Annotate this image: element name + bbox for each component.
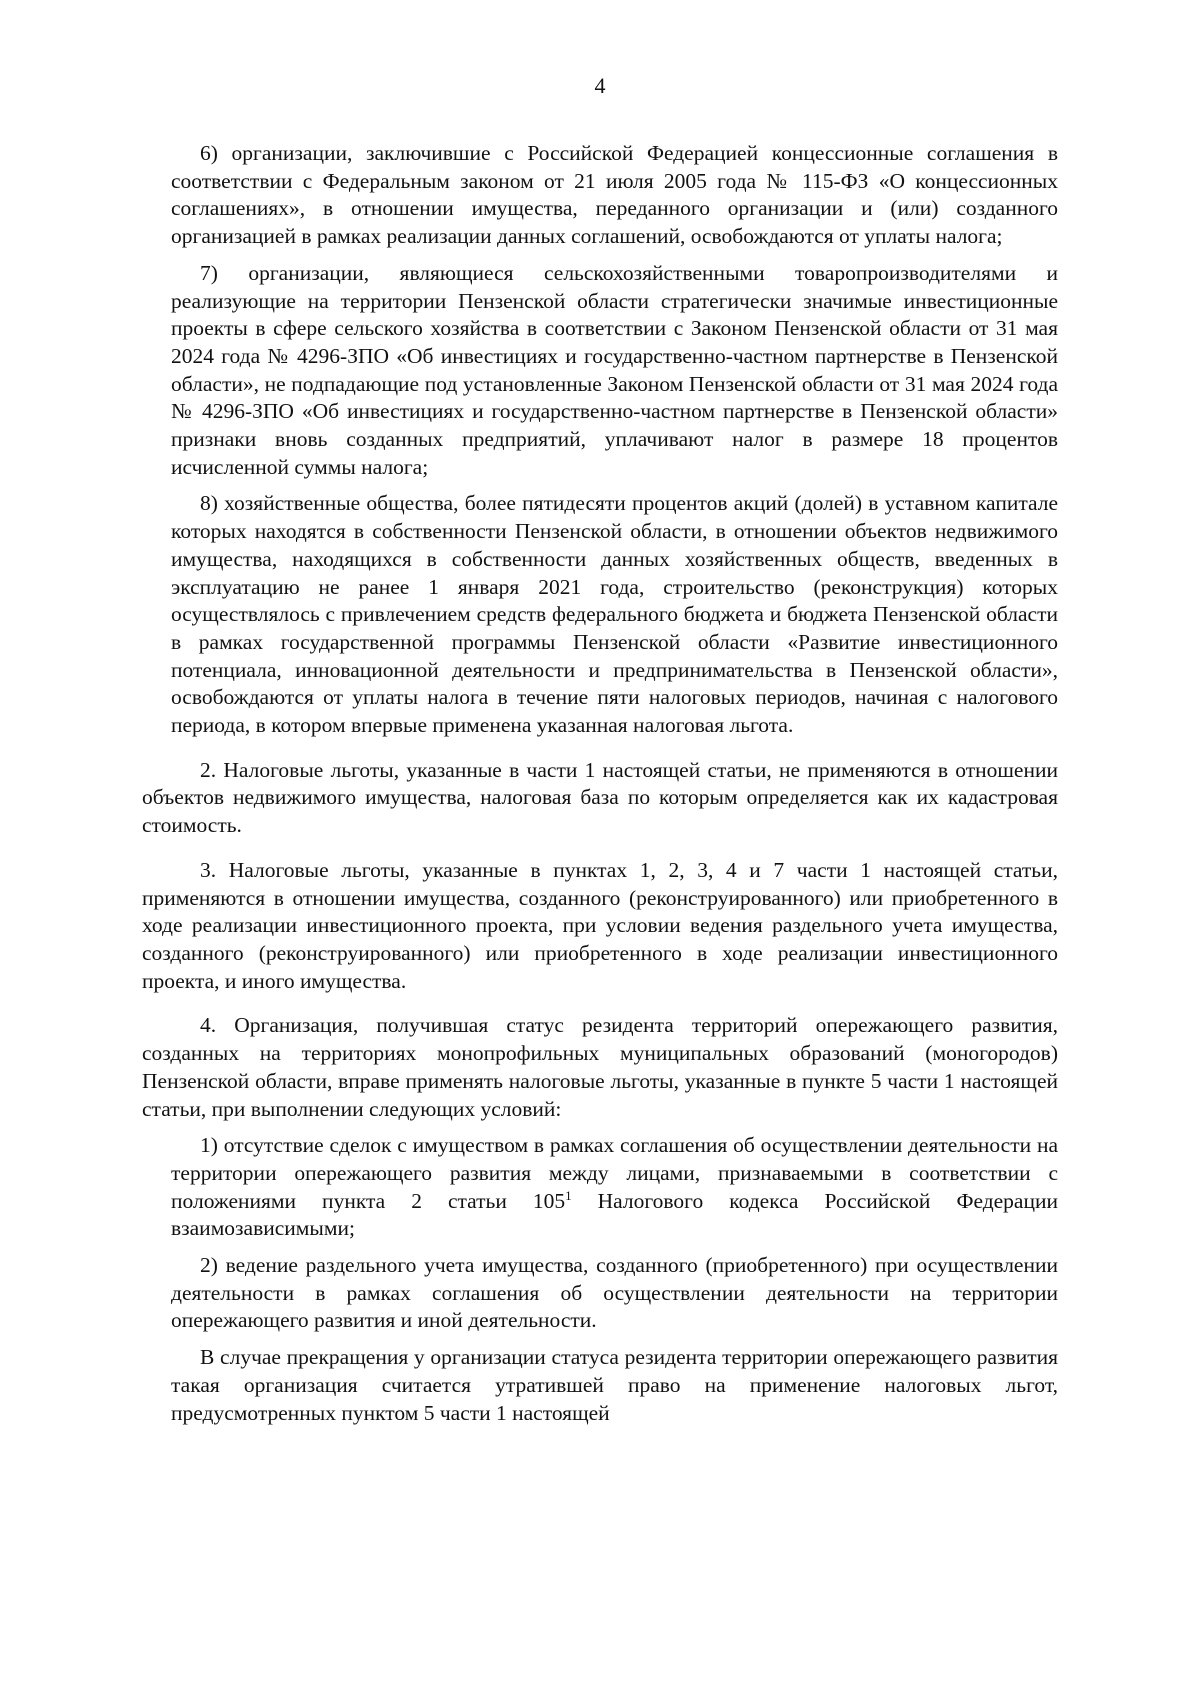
paragraph-item-8: 8) хозяйственные общества, более пятидесяти процентов акций (долей) в уставном капитале которых находятся в собственности Пензенской области, в отношении объектов недвижимого имущества, находящихся в собственности данных хозяйственных обществ, введенных в эксплуатацию не ранее 1 января 2021 года, строительство (реконструкция) которых осуществлялось с привлечением средств федерального бюджета и бюджета Пензенской области в рамках государственной программы Пензенской области «Развитие инвестиционного потенциала, инновационной деятельности и предпринимательства в Пензенской области», освобождаются от уплаты налога в течение пяти налоговых периодов, начиная с налогового периода, в котором впервые применена указанная налоговая льгота. — [171, 491, 1058, 738]
paragraph-item-7: 7) организации, являющиеся сельскохозяйственными товаропроизводителями и реализующие на территории Пензенской области стратегически значимые инвестиционные проекты в сфере сельского хозяйства в соответствии с Законом Пензенской области от 31 мая 2024 года № 4296-ЗПО «Об инвестициях и государственно-частном партнерстве в Пензенской области», не подпадающие под установленные Законом Пензенской области от 31 мая 2024 года № 4296-ЗПО «Об инвестициях и государственно-частном партнерстве в Пензенской области» признаки вновь созданных предприятий, уплачивают налог в размере 18 процентов исчисленной суммы налога; — [171, 260, 1058, 479]
paragraph-part-2: 2. Налоговые льготы, указанные в части 1 настоящей статьи, не применяются в отношении объектов недвижимого имущества, налоговая база по которым определяется как их кадастровая стоимость. — [142, 757, 1058, 838]
paragraph-part-3: 3. Налоговые льготы, указанные в пунктах 1, 2, 3, 4 и 7 части 1 настоящей статьи, применяются в отношении имущества, созданного (реконструированного) или приобретенного в ходе реализации инвестиционного проекта, при условии ведения раздельного учета имущества, созданного (реконструированного) или приобретенного в ходе реализации инвестиционного проекта, и иного имущества. — [142, 857, 1058, 993]
paragraph-part-4: 4. Организация, получившая статус резидента территорий опережающего развития, созданных на территориях монопрофильных муниципальных образований (моногородов) Пензенской области, вправе применять налоговые льготы, указанные в пункте 5 части 1 настоящей статьи, при выполнении следующих условий: — [142, 1013, 1058, 1121]
paragraph-termination: В случае прекращения у организации статуса резидента территории опережающего развития такая организация считается утратившей право на применение налоговых льгот, предусмотренных пунктом 5 части 1 настоящей — [171, 1345, 1058, 1425]
condition-1-text: 1) отсутствие сделок с имуществом в рамках соглашения об осуществлении деятельности на территории опережающего развития между лицами, признаваемыми в соответствии с положениями пункта 2 статьи 105 — [171, 1133, 1058, 1213]
page-number: 4 — [594, 73, 606, 98]
condition-1-text-end: Налогового кодекса Российской Федерации взаимозависимыми; — [171, 1188, 1058, 1241]
article-superscript: 1 — [565, 1187, 572, 1203]
paragraph-item-6: 6) организации, заключившие с Российской Федерацией концессионные соглашения в соответствии с Федеральным законом от 21 июля 2005 года № 115-ФЗ «О концессионных соглашениях», в отношении имущества, переданного организации и (или) созданного организацией в рамках реализации данных соглашений, освобождаются от уплаты налога; — [171, 141, 1058, 249]
paragraph-condition-1 — [171, 1132, 1058, 1243]
document-body — [0, 140, 1200, 1427]
paragraph-condition-2: 2) ведение раздельного учета имущества, созданного (приобретенного) при осуществлении деятельности в рамках соглашения об осуществлении деятельности на территории опережающего развития и иной деятельности. — [171, 1253, 1058, 1333]
